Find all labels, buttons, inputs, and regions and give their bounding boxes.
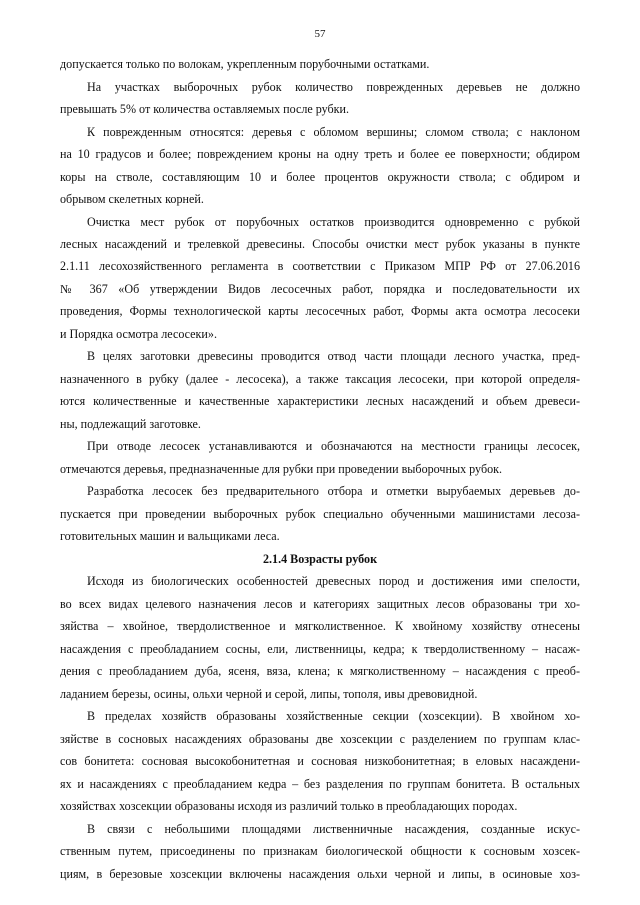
text-line: На участках выборочных рубок количество поврежденных деревьев не должно [87,80,580,94]
text-line: во всех видах целевого назначения лесов и категориях защитных лесов образованы три хо- [60,597,580,611]
text-line: хозяйствах хозсекции образованы исходя из различий только в преобладающих породах. [60,799,518,813]
text-line: дения с преобладанием дуба, ясеня, вяза, клена; к мягколиственному – насаждения с преоб- [60,664,580,678]
text-line: зяйстве в сосновых насаждениях образованы две хозсекции с разделением по группам клас- [60,732,580,746]
text-line: ях и насаждениях с преобладанием кедра – без разделения по группам бонитета. В остальных [60,777,580,791]
text-line: пускается при проведении выборочных рубок специально обученными машинистами лесоза- [60,507,580,521]
text-line: лесных насаждений и трелевкой древесины. Способы очистки мест рубок указаны в пункте [60,237,580,251]
text-line: ны, подлежащий заготовке. [60,417,201,431]
section-heading: 2.1.4 Возрасты рубок [262,552,378,566]
text-line: ладанием березы, осины, ольхи черной и серой, липы, тополя, ивы древовидной. [60,687,478,701]
text-line: К поврежденным относятся: деревья с обломом вершины; сломом ствола; с наклоном [87,125,580,139]
text-line: допускается только по волокам, укрепленным порубочными остатками. [60,57,430,71]
text-line: При отводе лесосек устанавливаются и обозначаются на местности границы лесосек, [87,439,580,453]
text-line: № 367 «Об утверждении Видов лесосечных работ, порядка и последовательности их [60,282,580,296]
text-line: на 10 градусов и более; повреждением кроны на одну треть и более ее поверхности; обдиром [60,147,580,161]
text-line: 2.1.11 лесохозяйственного регламента в соответствии с Приказом МПР РФ от 27.06.2016 [60,259,580,273]
text-line: насаждения с преобладанием сосны, ели, лиственницы, кедра; к твердолиственному – насаж- [60,642,580,656]
text-line: коры на стволе, составляющим 10 и более процентов окружности ствола; с обдиром и [60,170,580,184]
text-line: зяйства – хвойное, твердолиственное и мягколиственное. К хвойному хозяйству отнесены [60,619,580,633]
text-line: В пределах хозяйств образованы хозяйственные секции (хозсекции). В хвойном хо- [87,709,580,723]
text-line: и Порядка осмотра лесосеки». [60,327,217,341]
text-line: проведения, Формы технологической карты лесосечных работ, Формы акта осмотра лесосеки [60,304,580,318]
text-line: Очистка мест рубок от порубочных остатков производится одновременно с рубкой [87,215,580,229]
text-line: ются количественные и качественные характеристики лесных насаждений и объем древеси- [60,394,580,408]
text-line: обрывом скелетных корней. [60,192,204,206]
text-line: В целях заготовки древесины проводится отвод части площади лесного участка, пред- [87,349,580,363]
text-line: сов бонитета: сосновая высокобонитетная и сосновая низкобонитетная; в еловых насаждени- [60,754,580,768]
page-number: 57 [314,28,326,40]
text-line: отмечаются деревья, предназначенные для рубки при проведении выборочных рубок. [60,462,503,476]
text-line: ственным путем, присоединены по признакам биологической общности к сосновым хозсек- [60,844,580,858]
text-line: циям, в березовые хозсекции включены насаждения ольхи черной и липы, в осиновые хоз- [60,867,580,881]
text-line: В связи с небольшими площадями лиственничные насаждения, созданные искус- [87,822,580,836]
text-line: Исходя из биологических особенностей древесных пород и достижения ими спелости, [87,574,580,588]
text-line: превышать 5% от количества оставляемых после рубки. [60,102,350,116]
text-line: назначенного в рубку (далее - лесосека), а также таксация лесосеки, при которой определя- [60,372,580,386]
text-line: Разработка лесосек без предварительного отбора и отметки вырубаемых деревьев до- [87,484,580,498]
text-line: готовительных машин и вальщиками леса. [60,529,280,543]
